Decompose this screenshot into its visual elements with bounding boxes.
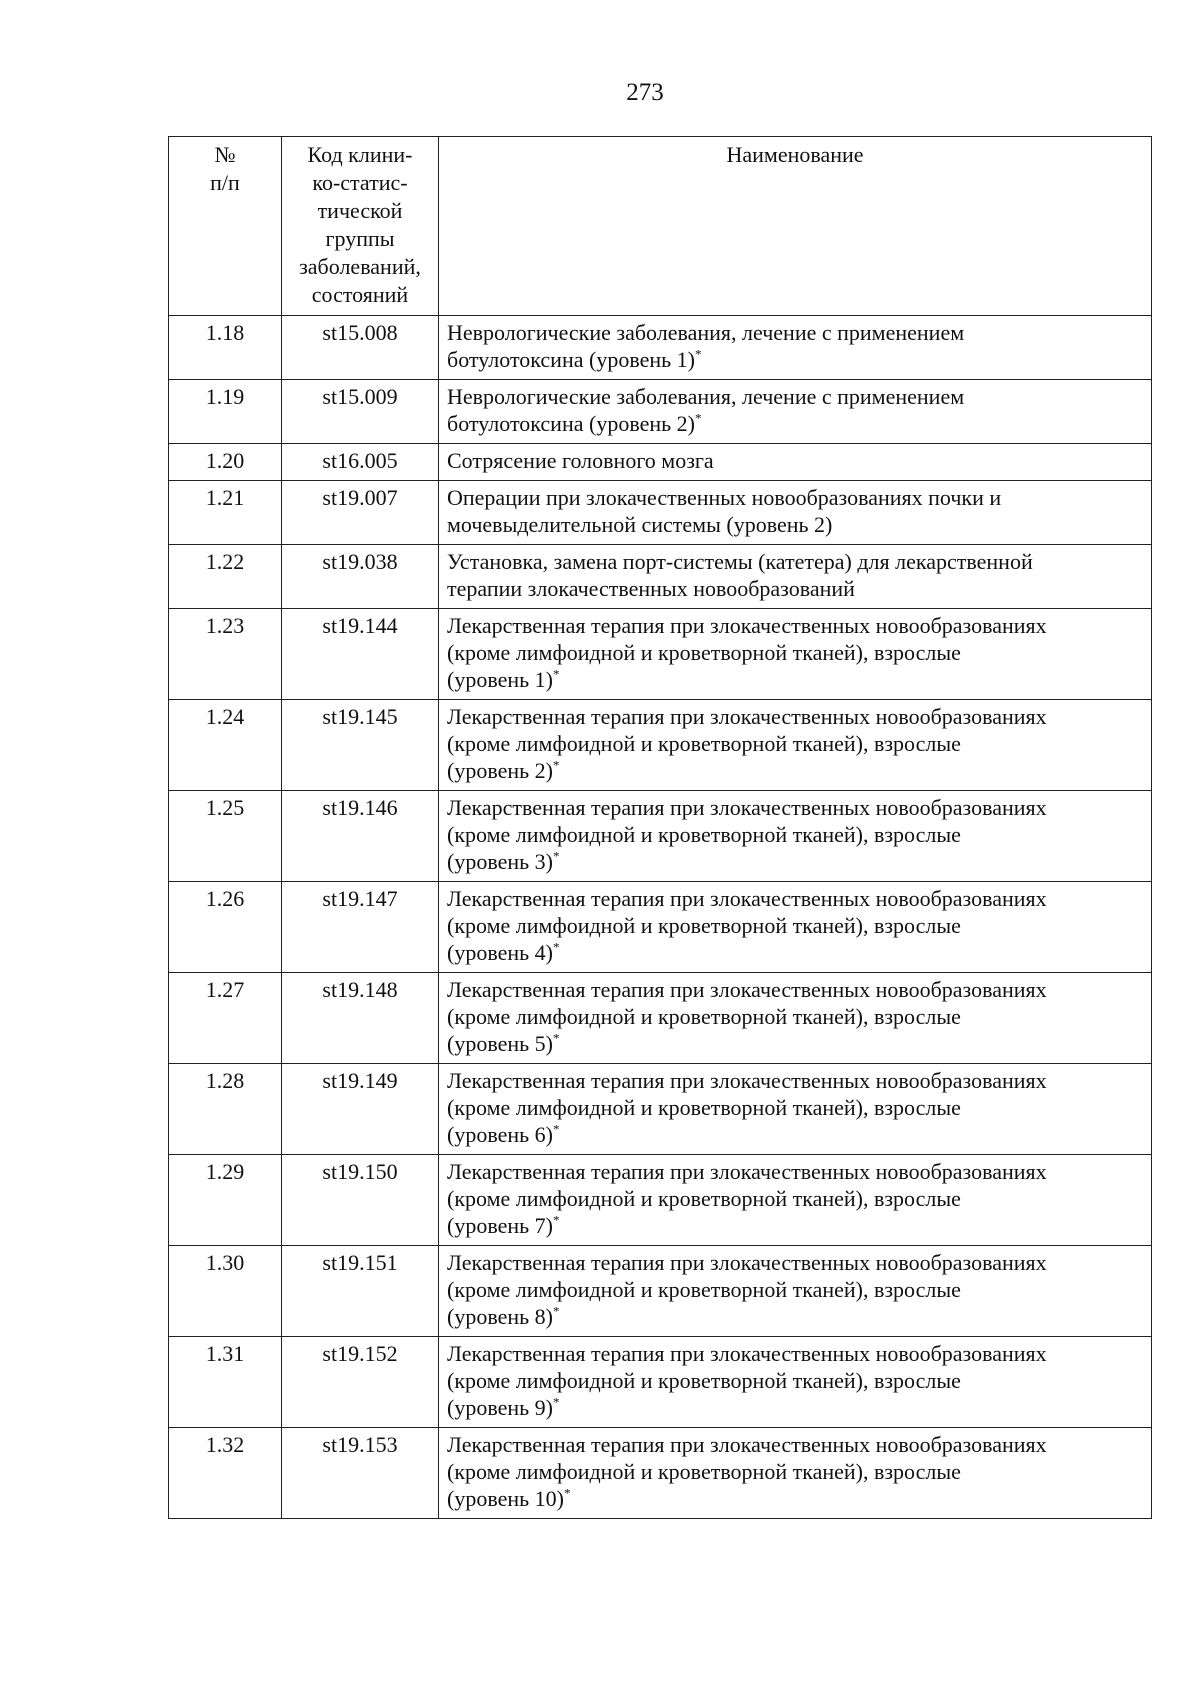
table-row bbox=[169, 1337, 1152, 1428]
footnote-mark: * bbox=[552, 848, 560, 864]
row-name-line bbox=[447, 447, 1145, 474]
table-row bbox=[169, 444, 1152, 481]
row-code: st19.153 bbox=[282, 1428, 439, 1519]
row-name-line bbox=[447, 1158, 1145, 1185]
header-code bbox=[282, 137, 439, 316]
row-name-text: Лекарственная терапия при злокачественных новообразованиях bbox=[447, 613, 1047, 638]
row-name-line bbox=[447, 1249, 1145, 1276]
row-name-text: (кроме лимфоидной и кроветворной тканей), взрослые bbox=[447, 1368, 961, 1393]
table-row bbox=[169, 791, 1152, 882]
row-name-line bbox=[447, 319, 1145, 346]
row-name-text: Лекарственная терапия при злокачественных новообразованиях bbox=[447, 795, 1047, 820]
row-name-line bbox=[447, 976, 1145, 1003]
header-code-line: тической bbox=[317, 198, 403, 223]
row-name-line bbox=[447, 383, 1145, 410]
row-name-line bbox=[447, 484, 1145, 511]
row-name-line bbox=[447, 1367, 1145, 1394]
header-num-line: п/п bbox=[210, 170, 240, 195]
row-name-text: (кроме лимфоидной и кроветворной тканей), взрослые bbox=[447, 1459, 961, 1484]
row-name-text: (кроме лимфоидной и кроветворной тканей), взрослые bbox=[447, 640, 961, 665]
row-number: 1.26 bbox=[169, 882, 282, 973]
header-code-line: ко-статис- bbox=[312, 170, 408, 195]
footnote-mark: * bbox=[552, 757, 560, 773]
row-name-line bbox=[447, 757, 1145, 784]
row-code: st19.007 bbox=[282, 481, 439, 545]
footnote-mark: * bbox=[552, 1030, 560, 1046]
row-name bbox=[439, 1246, 1152, 1337]
table-row bbox=[169, 1246, 1152, 1337]
row-name-line bbox=[447, 1212, 1145, 1239]
row-name-line bbox=[447, 548, 1145, 575]
row-number: 1.25 bbox=[169, 791, 282, 882]
table-row bbox=[169, 1064, 1152, 1155]
row-code: st19.151 bbox=[282, 1246, 439, 1337]
row-name-line bbox=[447, 1431, 1145, 1458]
row-code: st19.038 bbox=[282, 545, 439, 609]
header-row bbox=[169, 137, 1152, 316]
row-name-text: (уровень 3) bbox=[447, 849, 553, 874]
header-num-line: № bbox=[214, 142, 236, 167]
row-number: 1.22 bbox=[169, 545, 282, 609]
row-name-text: Лекарственная терапия при злокачественных новообразованиях bbox=[447, 704, 1047, 729]
row-code: st16.005 bbox=[282, 444, 439, 481]
table-row bbox=[169, 609, 1152, 700]
row-name-text: (уровень 5) bbox=[447, 1031, 553, 1056]
row-name-line bbox=[447, 794, 1145, 821]
row-name bbox=[439, 380, 1152, 444]
footnote-mark: * bbox=[552, 666, 560, 682]
header-code-line: Код клини- bbox=[307, 142, 413, 167]
row-name-text: Лекарственная терапия при злокачественных новообразованиях bbox=[447, 1159, 1047, 1184]
row-name-text: (уровень 8) bbox=[447, 1304, 553, 1329]
row-name bbox=[439, 1064, 1152, 1155]
row-name-line bbox=[447, 511, 1145, 538]
row-name-text: Лекарственная терапия при злокачественных новообразованиях bbox=[447, 1250, 1047, 1275]
row-name bbox=[439, 882, 1152, 973]
row-name bbox=[439, 545, 1152, 609]
footnote-mark: * bbox=[552, 939, 560, 955]
footnote-mark: * bbox=[552, 1121, 560, 1137]
row-number: 1.28 bbox=[169, 1064, 282, 1155]
row-name-line bbox=[447, 703, 1145, 730]
row-name bbox=[439, 444, 1152, 481]
row-name-text: (кроме лимфоидной и кроветворной тканей), взрослые bbox=[447, 913, 961, 938]
table-row bbox=[169, 316, 1152, 380]
row-name-text: Лекарственная терапия при злокачественных новообразованиях bbox=[447, 886, 1047, 911]
row-name-line bbox=[447, 1185, 1145, 1212]
row-name-line bbox=[447, 612, 1145, 639]
row-name bbox=[439, 609, 1152, 700]
row-name-line bbox=[447, 1030, 1145, 1057]
row-name-line bbox=[447, 1003, 1145, 1030]
table-row bbox=[169, 1428, 1152, 1519]
row-name-text: (кроме лимфоидной и кроветворной тканей), взрослые bbox=[447, 1095, 961, 1120]
row-name-text: (уровень 10) bbox=[447, 1486, 564, 1511]
header-code-line: состояний bbox=[311, 282, 409, 307]
row-name-text: Неврологические заболевания, лечение с применением bbox=[447, 384, 965, 409]
row-number: 1.30 bbox=[169, 1246, 282, 1337]
row-name-line bbox=[447, 848, 1145, 875]
row-name bbox=[439, 481, 1152, 545]
table-row bbox=[169, 481, 1152, 545]
row-name-line bbox=[447, 1276, 1145, 1303]
row-number: 1.19 bbox=[169, 380, 282, 444]
row-name bbox=[439, 791, 1152, 882]
row-name bbox=[439, 1155, 1152, 1246]
row-name-text: Лекарственная терапия при злокачественных новообразованиях bbox=[447, 1341, 1047, 1366]
row-name-text: Неврологические заболевания, лечение с применением bbox=[447, 320, 965, 345]
row-name-text: (уровень 9) bbox=[447, 1395, 553, 1420]
row-code: st19.150 bbox=[282, 1155, 439, 1246]
table-row bbox=[169, 1155, 1152, 1246]
row-name-text: (уровень 4) bbox=[447, 940, 553, 965]
table-row bbox=[169, 973, 1152, 1064]
row-name-line bbox=[447, 1485, 1145, 1512]
row-name-line bbox=[447, 1340, 1145, 1367]
row-name-line bbox=[447, 1303, 1145, 1330]
row-number: 1.18 bbox=[169, 316, 282, 380]
table-row bbox=[169, 882, 1152, 973]
row-name-text: (кроме лимфоидной и кроветворной тканей), взрослые bbox=[447, 1186, 961, 1211]
footnote-mark: * bbox=[552, 1303, 560, 1319]
row-name-line bbox=[447, 939, 1145, 966]
footnote-mark: * bbox=[552, 1212, 560, 1228]
row-name-line bbox=[447, 575, 1145, 602]
footnote-mark: * bbox=[563, 1485, 571, 1501]
row-name-line bbox=[447, 885, 1145, 912]
row-name-line bbox=[447, 912, 1145, 939]
header-name: Наименование bbox=[439, 137, 1152, 316]
row-name-line bbox=[447, 639, 1145, 666]
row-name-text: (кроме лимфоидной и кроветворной тканей), взрослые bbox=[447, 1277, 961, 1302]
row-name-text: Лекарственная терапия при злокачественных новообразованиях bbox=[447, 1068, 1047, 1093]
row-name bbox=[439, 1428, 1152, 1519]
row-number: 1.31 bbox=[169, 1337, 282, 1428]
header-code-line: заболеваний, bbox=[299, 254, 421, 279]
row-name-text: Сотрясение головного мозга bbox=[447, 448, 714, 473]
row-name-text: Операции при злокачественных новообразованиях почки и bbox=[447, 485, 1002, 510]
row-name-line bbox=[447, 730, 1145, 757]
row-name-text: (уровень 6) bbox=[447, 1122, 553, 1147]
row-name bbox=[439, 973, 1152, 1064]
row-name-text: Установка, замена порт-системы (катетера) для лекарственной bbox=[447, 549, 1033, 574]
row-name-text: (уровень 1) bbox=[447, 667, 553, 692]
row-number: 1.20 bbox=[169, 444, 282, 481]
table-row bbox=[169, 380, 1152, 444]
row-code: st15.008 bbox=[282, 316, 439, 380]
row-name-text: мочевыделительной системы (уровень 2) bbox=[447, 512, 833, 537]
row-name-line bbox=[447, 666, 1145, 693]
row-number: 1.21 bbox=[169, 481, 282, 545]
row-name-text: (кроме лимфоидной и кроветворной тканей), взрослые bbox=[447, 822, 961, 847]
row-name-line bbox=[447, 1121, 1145, 1148]
row-name-line bbox=[447, 410, 1145, 437]
row-code: st19.147 bbox=[282, 882, 439, 973]
row-name bbox=[439, 316, 1152, 380]
row-name-text: терапии злокачественных новообразований bbox=[447, 576, 855, 601]
row-name-line bbox=[447, 1394, 1145, 1421]
row-name bbox=[439, 1337, 1152, 1428]
table-header bbox=[169, 137, 1152, 316]
clinical-groups-table bbox=[168, 136, 1152, 1519]
row-code: st19.152 bbox=[282, 1337, 439, 1428]
header-code-line: группы bbox=[325, 226, 395, 251]
footnote-mark: * bbox=[694, 346, 702, 362]
row-name-line bbox=[447, 1458, 1145, 1485]
table-body bbox=[169, 316, 1152, 1519]
row-code: st19.148 bbox=[282, 973, 439, 1064]
row-name-line bbox=[447, 1094, 1145, 1121]
header-num bbox=[169, 137, 282, 316]
row-code: st19.144 bbox=[282, 609, 439, 700]
row-number: 1.23 bbox=[169, 609, 282, 700]
row-name-text: (уровень 2) bbox=[447, 758, 553, 783]
row-code: st19.149 bbox=[282, 1064, 439, 1155]
row-name-text: ботулотоксина (уровень 1) bbox=[447, 347, 695, 372]
row-number: 1.24 bbox=[169, 700, 282, 791]
row-number: 1.32 bbox=[169, 1428, 282, 1519]
row-name-line bbox=[447, 821, 1145, 848]
page-number: 273 bbox=[626, 79, 664, 106]
row-number: 1.27 bbox=[169, 973, 282, 1064]
table-row bbox=[169, 545, 1152, 609]
row-code: st15.009 bbox=[282, 380, 439, 444]
row-code: st19.145 bbox=[282, 700, 439, 791]
row-name bbox=[439, 700, 1152, 791]
row-name-line bbox=[447, 346, 1145, 373]
footnote-mark: * bbox=[694, 410, 702, 426]
row-name-text: Лекарственная терапия при злокачественных новообразованиях bbox=[447, 1432, 1047, 1457]
row-number: 1.29 bbox=[169, 1155, 282, 1246]
row-name-text: ботулотоксина (уровень 2) bbox=[447, 411, 695, 436]
table-row bbox=[169, 700, 1152, 791]
row-name-line bbox=[447, 1067, 1145, 1094]
row-code: st19.146 bbox=[282, 791, 439, 882]
row-name-text: (кроме лимфоидной и кроветворной тканей), взрослые bbox=[447, 731, 961, 756]
row-name-text: (кроме лимфоидной и кроветворной тканей), взрослые bbox=[447, 1004, 961, 1029]
row-name-text: (уровень 7) bbox=[447, 1213, 553, 1238]
row-name-text: Лекарственная терапия при злокачественных новообразованиях bbox=[447, 977, 1047, 1002]
footnote-mark: * bbox=[552, 1394, 560, 1410]
